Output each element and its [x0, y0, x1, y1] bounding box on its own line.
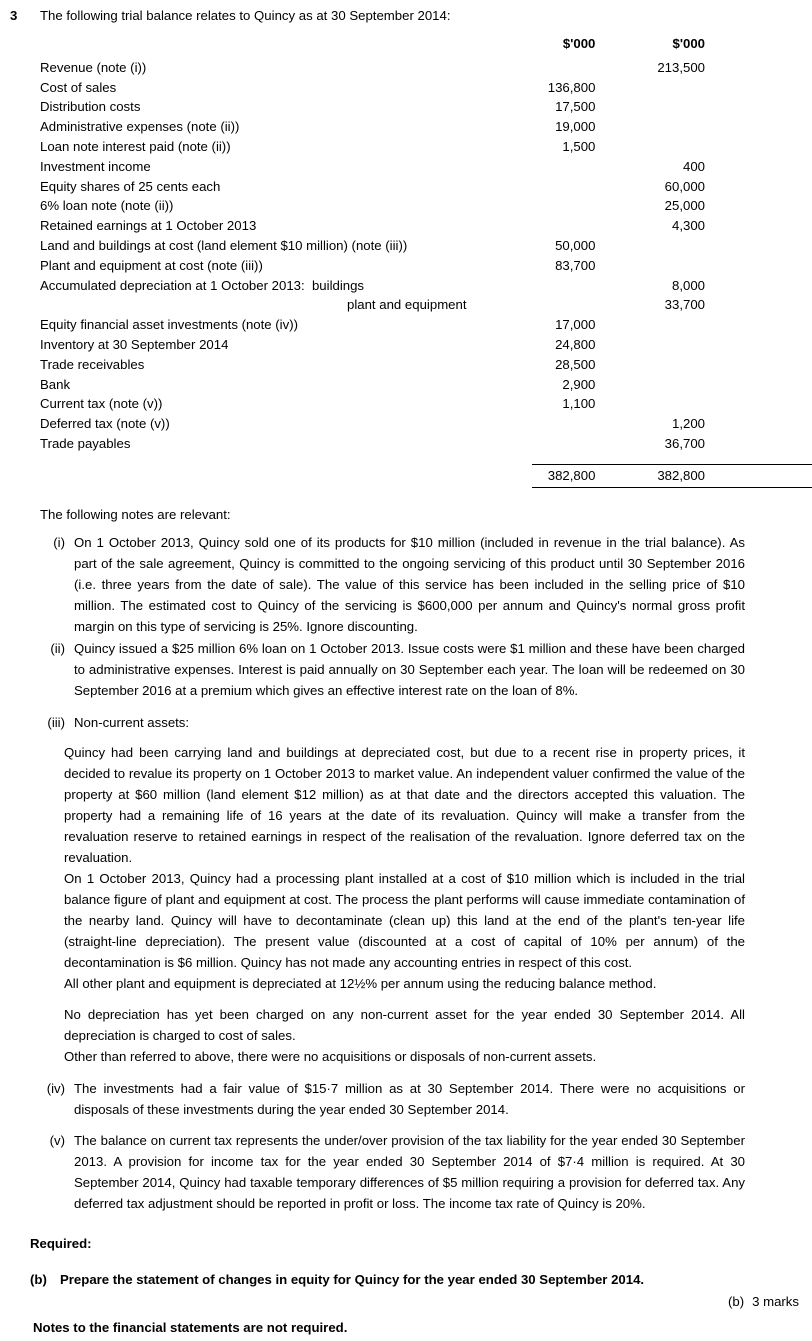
- row-credit: [635, 375, 812, 395]
- trial-balance-row: [0, 196, 812, 216]
- row-label: Accumulated depreciation at 1 October 2013: buildings: [40, 277, 365, 293]
- note-i-marker: (i): [53, 535, 65, 550]
- row-debit: [532, 276, 636, 296]
- row-credit: 4,300: [671, 218, 705, 234]
- marks-marker: (b): [727, 1294, 745, 1309]
- trial-balance-row: [0, 117, 812, 137]
- question-stem: The following trial balance relates to Quincy as at 30 September 2014:: [40, 8, 451, 23]
- note-iii-para-4: No depreciation has yet been charged on any non-current asset for the year ended 30 September 2014. All depreciation is charged to cost of sales.: [64, 1007, 745, 1043]
- row-debit: 19,000: [555, 119, 596, 135]
- total-debit: 382,800: [532, 464, 636, 487]
- row-debit: [532, 295, 636, 315]
- note-iv-text: The investments had a fair value of $15·7 million as at 30 September 2014. There were no acquisitions or disposals of these investments during the year ended 30 September 2014.: [74, 1081, 745, 1117]
- notes-not-required-footer: Notes to the financial statements are not required.: [33, 1320, 348, 1335]
- row-credit: [635, 315, 812, 335]
- total-spacer-row: [0, 454, 812, 465]
- required-item-marker: (b): [30, 1272, 47, 1287]
- row-debit: 136,800: [547, 79, 596, 95]
- row-label: Distribution costs: [40, 99, 141, 115]
- required-label: Required:: [30, 1236, 92, 1251]
- trial-balance-row: [0, 414, 812, 434]
- trial-balance-row: [0, 256, 812, 276]
- row-debit: 1,500: [562, 138, 596, 154]
- row-label: Equity shares of 25 cents each: [40, 178, 221, 194]
- row-credit: 33,700: [664, 297, 705, 313]
- row-credit: [635, 256, 812, 276]
- row-credit: [635, 335, 812, 355]
- row-credit: [635, 78, 812, 98]
- row-label: Land and buildings at cost (land element $10 million) (note (iii)): [40, 237, 408, 253]
- row-label: Equity financial asset investments (note (iv)): [40, 317, 298, 333]
- trial-balance-row: [0, 236, 812, 256]
- row-label: plant and equipment: [347, 297, 467, 313]
- note-v-text: The balance on current tax represents the under/over provision of the tax liability for the year ended 30 September 2013. A provision for income tax for the year ended 30 September 2014 of $7·4 million is required. At 30 September 2014, Quincy had taxable temporary differences of $5 million requiring a provision for deferred tax. Any deferred tax adjustment should be reported in profit or loss. The income tax rate of Quincy is 20%.: [74, 1133, 745, 1211]
- row-debit: 17,000: [555, 317, 596, 333]
- row-credit: [635, 236, 812, 256]
- trial-balance-row: [0, 216, 812, 236]
- row-credit: 25,000: [664, 198, 705, 214]
- row-debit: [532, 196, 636, 216]
- trial-balance-row: [0, 157, 812, 177]
- spacer-cell: [635, 454, 812, 465]
- row-credit: 36,700: [664, 435, 705, 451]
- row-label: Cost of sales: [40, 79, 117, 95]
- row-debit: [532, 434, 636, 454]
- trial-balance-header-row: [0, 34, 812, 58]
- trial-balance-row: [0, 97, 812, 117]
- row-debit: 24,800: [555, 336, 596, 352]
- row-debit: [532, 216, 636, 236]
- col2-header: $'000: [672, 36, 705, 51]
- trial-balance-table: [0, 34, 812, 488]
- marks-line: [728, 1294, 799, 1309]
- row-credit: [635, 137, 812, 157]
- trial-balance-row: [0, 295, 812, 315]
- note-iii-marker: (iii): [47, 715, 65, 730]
- note-v-marker: (v): [49, 1133, 65, 1148]
- spacer-cell: [0, 454, 532, 465]
- row-credit: 400: [682, 158, 705, 174]
- row-debit: [532, 157, 636, 177]
- row-label: Current tax (note (v)): [40, 396, 163, 412]
- note-iii-text: Non-current assets:: [74, 715, 190, 730]
- row-label: Trade payables: [40, 435, 131, 451]
- note-ii: [40, 638, 745, 701]
- notes-intro: The following notes are relevant:: [40, 507, 231, 522]
- col1-header: $'000: [562, 36, 596, 51]
- trial-balance-row: [0, 355, 812, 375]
- note-ii-marker: (ii): [50, 641, 65, 656]
- row-label: Bank: [40, 376, 71, 392]
- trial-balance-row: [0, 394, 812, 414]
- row-credit: 1,200: [671, 416, 705, 432]
- question-number: 3: [10, 8, 18, 23]
- note-ii-text: Quincy issued a $25 million 6% loan on 1 October 2013. Issue costs were $1 million and these have been charged to administrative expenses. Interest is paid annually on 30 September each year. The loan will be redeemed on 30 September 2016 at a premium which gives an effective interest rate on the loan of 8%.: [74, 641, 745, 698]
- note-v: [40, 1130, 745, 1214]
- note-iv: [40, 1078, 745, 1120]
- note-iii-para-3: All other plant and equipment is depreciated at 12½% per annum using the reducing balance method.: [64, 976, 657, 991]
- row-label: Administrative expenses (note (ii)): [40, 119, 240, 135]
- required-item-text: Prepare the statement of changes in equity for Quincy for the year ended 30 September 2014.: [60, 1272, 645, 1287]
- trial-balance-total-row: [0, 464, 812, 487]
- row-debit: 17,500: [555, 99, 596, 115]
- row-label: Plant and equipment at cost (note (iii)): [40, 257, 263, 273]
- row-label: Investment income: [40, 158, 151, 174]
- required-item-b: [30, 1272, 770, 1287]
- row-credit: [635, 394, 812, 414]
- row-credit: 213,500: [657, 59, 705, 75]
- trial-balance-row: [0, 177, 812, 197]
- row-credit: 60,000: [664, 178, 705, 194]
- note-iii: [40, 712, 745, 733]
- row-label: Trade receivables: [40, 356, 145, 372]
- row-credit: [635, 97, 812, 117]
- marks-value: 3 marks: [752, 1294, 799, 1309]
- row-credit: [635, 355, 812, 375]
- trial-balance-row: [0, 58, 812, 78]
- row-debit: 2,900: [562, 376, 596, 392]
- trial-balance-body: [0, 34, 812, 58]
- total-label: [0, 464, 532, 487]
- row-debit: 83,700: [555, 257, 596, 273]
- note-iii-para-2: On 1 October 2013, Quincy had a processing plant installed at a cost of $10 million which is included in the trial balance figure of plant and equipment at cost. The process the plant performs will cause immediate contamination of the nearby land. Quincy will have to decontaminate (clean up) this land at the end of the plant's ten-year life (straight-line depreciation). The present value (discounted at a cost of capital of 10% per annum) of the decontamination is $6 million. Quincy has not made any accounting entries in respect of this cost.: [64, 871, 745, 970]
- header-spacer-cell: [0, 34, 532, 58]
- note-iv-marker: (iv): [46, 1081, 65, 1096]
- row-label: Retained earnings at 1 October 2013: [40, 218, 257, 234]
- trial-balance-rows: [0, 58, 812, 487]
- trial-balance-row: [0, 375, 812, 395]
- trial-balance-row: [0, 315, 812, 335]
- note-i: [40, 532, 745, 637]
- note-i-text: On 1 October 2013, Quincy sold one of its products for $10 million (included in revenue in the trial balance). As part of the sale agreement, Quincy is committed to the ongoing servicing of this product until 30 September 2016 (i.e. three years from the date of sale). The value of this service has been included in the selling price of $10 million. The estimated cost to Quincy of the servicing is $600,000 per annum and Quincy's normal gross profit margin on this type of servicing is 25%. Ignore discounting.: [74, 535, 745, 634]
- row-label: Revenue (note (i)): [40, 59, 147, 75]
- trial-balance-row: [0, 434, 812, 454]
- row-debit: 1,100: [562, 396, 596, 412]
- note-iii-para-5: Other than referred to above, there were no acquisitions or disposals of non-current assets.: [64, 1049, 597, 1064]
- row-debit: 28,500: [555, 356, 596, 372]
- row-label: Deferred tax (note (v)): [40, 416, 170, 432]
- row-label: Inventory at 30 September 2014: [40, 336, 229, 352]
- trial-balance-row: [0, 137, 812, 157]
- spacer-cell: [532, 454, 636, 465]
- row-label: Loan note interest paid (note (ii)): [40, 138, 231, 154]
- total-credit: 382,800: [635, 464, 812, 487]
- row-debit: [532, 414, 636, 434]
- row-label: 6% loan note (note (ii)): [40, 198, 174, 214]
- note-iii-para-1: Quincy had been carrying land and buildings at depreciated cost, but due to a recent rise in property prices, it decided to revalue its property on 1 October 2013 to market value. An independent valuer confirmed the value of the property at $60 million (land element $12 million) as at that date and the directors accepted this valuation. The property had a remaining life of 16 years at the date of its revaluation. Quincy will make a transfer from the revaluation reserve to retained earnings in respect of the realisation of the revaluation. Ignore deferred tax on the revaluation.: [64, 745, 745, 865]
- trial-balance-row: [0, 276, 812, 296]
- row-debit: [532, 177, 636, 197]
- row-debit: 50,000: [555, 237, 596, 253]
- trial-balance-row: [0, 78, 812, 98]
- row-credit: [635, 117, 812, 137]
- row-debit: [532, 58, 636, 78]
- row-credit: 8,000: [671, 277, 705, 293]
- trial-balance-row: [0, 335, 812, 355]
